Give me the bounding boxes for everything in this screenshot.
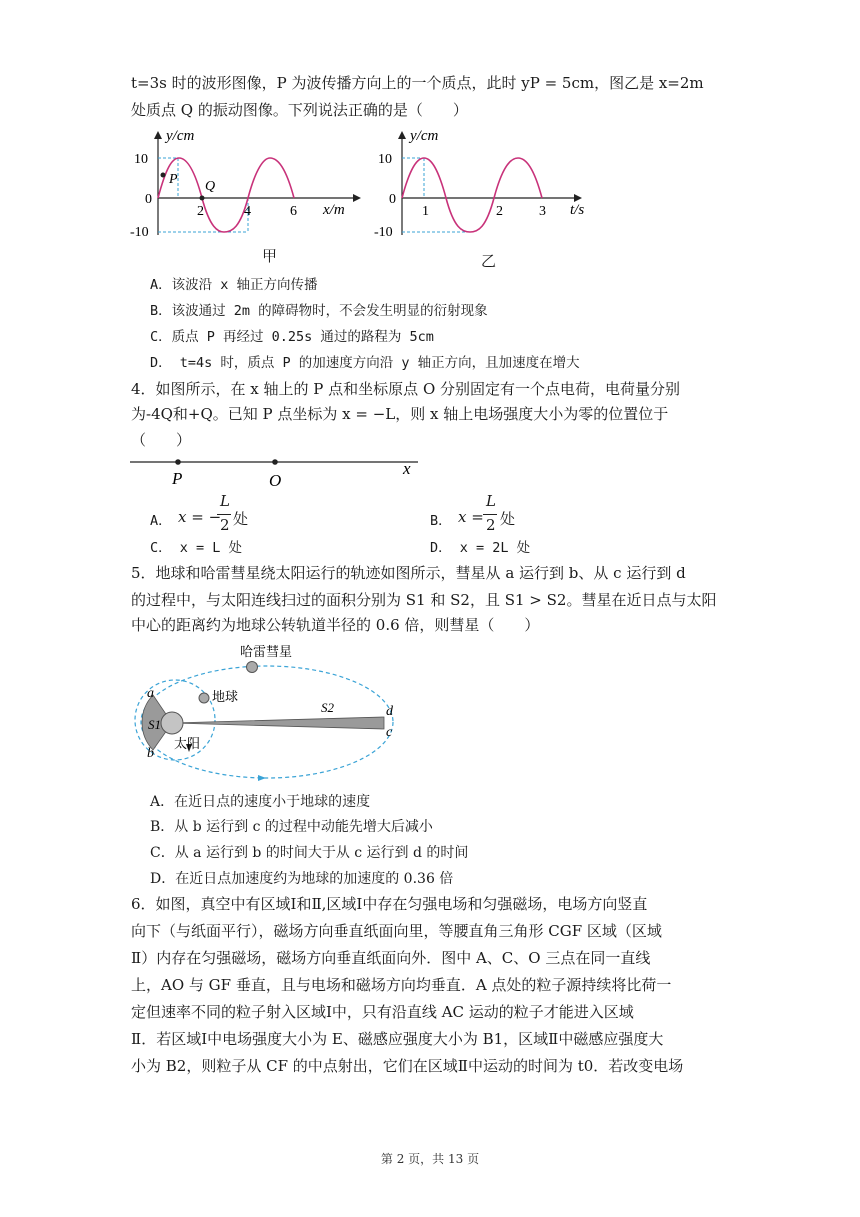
q3-option-d: D． t=4s 时，质点 P 的加速度方向沿 y 轴正方向，且加速度在增大 bbox=[150, 355, 580, 371]
y-axis-label: y/cm bbox=[166, 128, 195, 144]
y-tick-zero: 0 bbox=[145, 192, 152, 207]
halley-comet bbox=[247, 662, 258, 673]
q6-line-3: Ⅱ）内存在匀强磁场，磁场方向垂直纸面向外．图中 A、C、O 三点在同一直线 bbox=[131, 949, 651, 967]
label-s1: S1 bbox=[148, 717, 161, 732]
point-p bbox=[161, 173, 166, 178]
q5-line-1: 5．地球和哈雷彗星绕太阳运行的轨迹如图所示，彗星从 a 运行到 b、从 c 运行到 d bbox=[131, 564, 686, 582]
q6-line-4: 上，AO 与 GF 垂直，且与电场和磁场方向均垂直．A 点处的粒子源持续将比荷一 bbox=[131, 976, 672, 994]
vibration-graph-yi bbox=[374, 125, 594, 245]
orbit-figure bbox=[128, 640, 408, 785]
label-p: P bbox=[172, 469, 183, 488]
q3-option-a: A．该波沿 x 轴正方向传播 bbox=[150, 277, 318, 293]
q5-option-d: D．在近日点加速度约为地球的加速度的 0.36 倍 bbox=[150, 871, 454, 887]
q4-b-num: L bbox=[486, 492, 496, 510]
q4-a-suffix: 处 bbox=[233, 510, 249, 528]
y-axis-label: y/cm bbox=[410, 128, 439, 144]
q4-b-den: 2 bbox=[486, 516, 496, 534]
q4-b-prefix: B． bbox=[430, 513, 452, 529]
earth bbox=[199, 693, 209, 703]
x-tick-6: 6 bbox=[290, 204, 297, 219]
y-tick-top: 10 bbox=[134, 152, 148, 167]
x-tick-2: 2 bbox=[496, 204, 503, 219]
label-comet: 哈雷彗星 bbox=[240, 644, 293, 659]
page-footer: 第 2 页，共 13 页 bbox=[380, 1152, 480, 1166]
q4-line-3: （ ） bbox=[131, 431, 192, 449]
q4-a-den: 2 bbox=[220, 516, 230, 534]
x-tick-1: 1 bbox=[422, 204, 429, 219]
charge-p bbox=[175, 459, 181, 465]
q4-line-2: 为-4Q和+Q。已知 P 点坐标为 x = −L，则 x 轴上电场强度大小为零的位置位于 bbox=[131, 405, 669, 423]
label-b: b bbox=[147, 746, 154, 761]
x-tick-3: 3 bbox=[539, 204, 546, 219]
q4-option-d: D． x = 2L 处 bbox=[430, 540, 531, 556]
q4-b-expr: x = bbox=[458, 508, 484, 526]
q4-option-c: C． x = L 处 bbox=[150, 540, 243, 556]
x-tick-4: 4 bbox=[244, 204, 251, 219]
q6-line-5: 定但速率不同的粒子射入区域Ⅰ中，只有沿直线 AC 运动的粒子才能进入区域 bbox=[131, 1003, 634, 1021]
q6-line-7: 小为 B2，则粒子从 CF 的中点射出，它们在区域Ⅱ中运动的时间为 t0．若改变电场 bbox=[131, 1057, 684, 1075]
y-tick-bottom: -10 bbox=[130, 225, 149, 240]
q5-option-c: C．从 a 运行到 b 的时间大于从 c 运行到 d 的时间 bbox=[150, 845, 469, 861]
q-label: Q bbox=[205, 179, 216, 194]
label-x: x bbox=[403, 459, 411, 478]
q5-line-3: 中心的距离约为地球公转轨道半径的 0.6 倍，则彗星（ ） bbox=[131, 616, 540, 634]
q4-b-suffix: 处 bbox=[500, 510, 516, 528]
q5-option-a: A．在近日点的速度小于地球的速度 bbox=[150, 794, 371, 810]
x-axis-label: t/s bbox=[570, 202, 585, 218]
q6-line-6: Ⅱ．若区域Ⅰ中电场强度大小为 E、磁感应强度大小为 B1，区域Ⅱ中磁感应强度大 bbox=[131, 1030, 664, 1048]
x-axis-label: x/m bbox=[323, 202, 345, 218]
label-o: O bbox=[269, 471, 282, 490]
origin-o bbox=[272, 459, 278, 465]
p-label: P bbox=[169, 172, 178, 187]
q4-a-expr: x = − bbox=[178, 508, 222, 526]
q5-option-b: B．从 b 运行到 c 的过程中动能先增大后减小 bbox=[150, 819, 433, 835]
q3-option-c: C．质点 P 再经过 0.25s 通过的路程为 5cm bbox=[150, 329, 434, 345]
q3-option-b: B．该波通过 2m 的障碍物时，不会发生明显的衍射现象 bbox=[150, 303, 488, 319]
q6-line-2: 向下（与纸面平行），磁场方向垂直纸面向里，等腰直角三角形 CGF 区域（区域 bbox=[131, 922, 662, 940]
y-tick-zero: 0 bbox=[389, 192, 396, 207]
caption-jia: 甲 bbox=[262, 247, 278, 265]
point-q bbox=[200, 196, 205, 201]
q6-line-1: 6．如图，真空中有区域Ⅰ和Ⅱ,区域Ⅰ中存在匀强电场和匀强磁场，电场方向竖直 bbox=[131, 895, 648, 913]
q4-line-1: 4．如图所示，在 x 轴上的 P 点和坐标原点 O 分别固定有一个点电荷，电荷量分别 bbox=[131, 380, 681, 398]
y-tick-top: 10 bbox=[378, 152, 392, 167]
label-sun: 太阳 bbox=[174, 736, 201, 751]
label-earth: 地球 bbox=[212, 689, 239, 704]
caption-yi: 乙 bbox=[481, 252, 497, 270]
label-c: c bbox=[386, 725, 393, 740]
charge-axis-figure bbox=[130, 452, 430, 492]
sun bbox=[161, 712, 183, 734]
label-a: a bbox=[147, 686, 154, 701]
y-tick-bottom: -10 bbox=[374, 225, 393, 240]
q5-line-2: 的过程中，与太阳连线扫过的面积分别为 S1 和 S2，且 S1 > S2。彗星在近日点与太阳 bbox=[131, 591, 717, 609]
wave-graph-jia bbox=[128, 125, 368, 245]
q3-line-2: 处质点 Q 的振动图像。下列说法正确的是（ ） bbox=[131, 101, 468, 119]
label-d: d bbox=[386, 704, 393, 719]
q4-a-num: L bbox=[220, 492, 230, 510]
q4-a-prefix: A． bbox=[150, 513, 172, 529]
x-tick-2: 2 bbox=[197, 204, 204, 219]
q3-line-1: t=3s 时的波形图像，P 为波传播方向上的一个质点，此时 yP = 5cm，图乙是 x=2m bbox=[131, 74, 704, 92]
label-s2: S2 bbox=[321, 700, 334, 715]
